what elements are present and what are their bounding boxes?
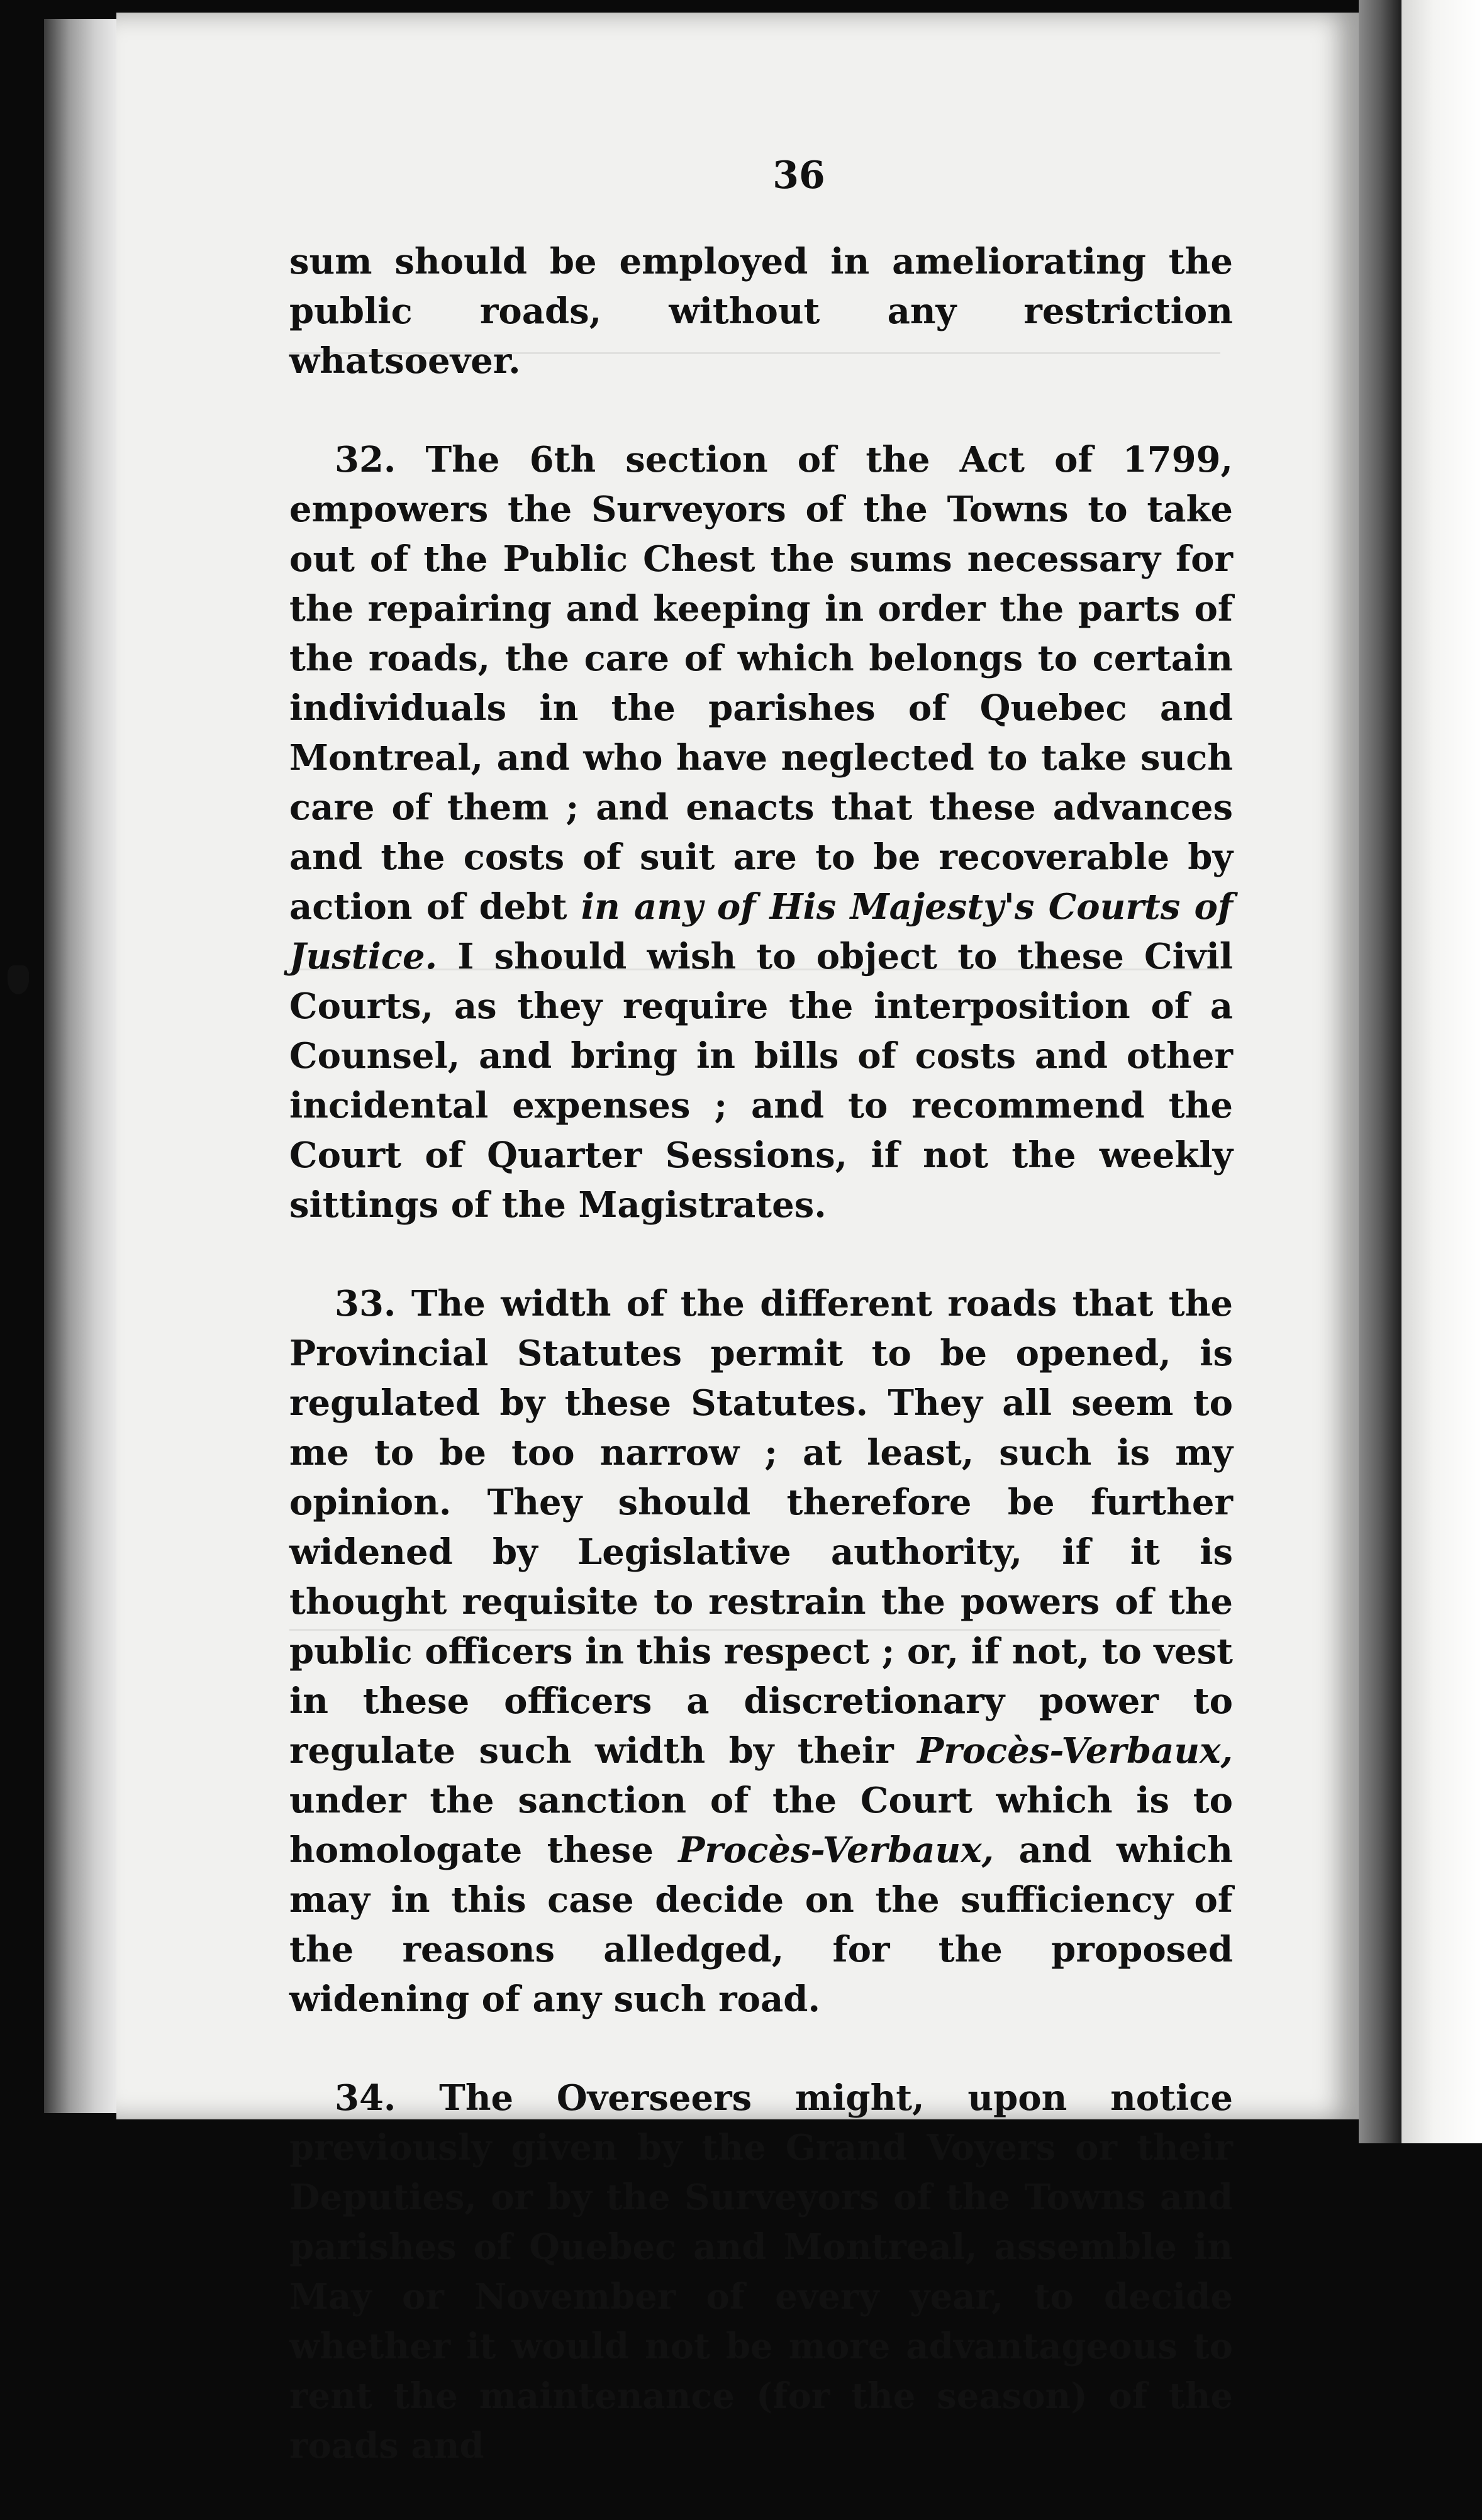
paragraph-continuation [289, 237, 1233, 386]
gutter-shadow [1359, 0, 1403, 2143]
text-segment-italic: Procès-Verbaux, [917, 1730, 1233, 1772]
text-segment: 33. The width of the different roads that the Provincial Statutes permit to be opened, is regulated by these Statutes. They all seem to me to be too narrow ; at least, such is my opinion. They should therefore be further widened by Legislative authority, if it is thought requisite to restrain the powers of the public officers in this respect ; or, if not, to vest in these officers a discretionary power to regulate such width by their [289, 1283, 1233, 1772]
facing-page-sliver [1401, 0, 1482, 2143]
paragraph-33 [289, 1279, 1233, 2024]
text-segment: 34. The Overseers might, upon notice previously given by the Grand Voyers or their Deputies, or by the Surveyors of the Towns and parishes of Quebec and Montreal, assemble in May or November of every year, to decide whether it would not be more advantageous to rent the maintenance (for the season) of the roads and [289, 2077, 1233, 2467]
left-page-stack-edge [44, 19, 116, 2113]
text-segment: I should wish to object to these Civil Courts, as they require the interposition of a Counsel, and bring in bills of costs and other incidental expenses ; and to recommend the Court of Quarter Sessions, if not the weekly sittings of the Magistrates. [289, 936, 1233, 1226]
text-segment: and which may in this case decide on the sufficiency of the reasons alledged, for the proposed widening of any such road. [289, 1829, 1233, 2020]
scan-speck [8, 965, 29, 994]
text-segment: under the sanction of the Court which is to homologate these [289, 1780, 1233, 1871]
text-segment: 32. The 6th section of the Act of 1799, empowers the Surveyors of the Towns to take out of the Public Chest the sums necessary for the repairing and keeping in order the parts of the roads, the care of which belongs to certain individuals in the parishes of Quebec and Montreal, and who have neglected to take such care of them ; and enacts that these advances and the costs of suit are to be recoverable by action of debt [289, 439, 1233, 928]
text-segment-italic: Procès-Verbaux, [678, 1829, 994, 1871]
paragraph-34 [289, 2073, 1233, 2471]
page-number: 36 [772, 153, 825, 197]
paragraph-32 [289, 435, 1233, 1230]
page-text [289, 151, 1233, 2520]
text-segment: sum should be employed in ameliorating the public roads, without any restriction whatsoever. [289, 241, 1233, 382]
text-segment-italic: in any of His Majesty's Courts of Justice. [289, 886, 1233, 977]
